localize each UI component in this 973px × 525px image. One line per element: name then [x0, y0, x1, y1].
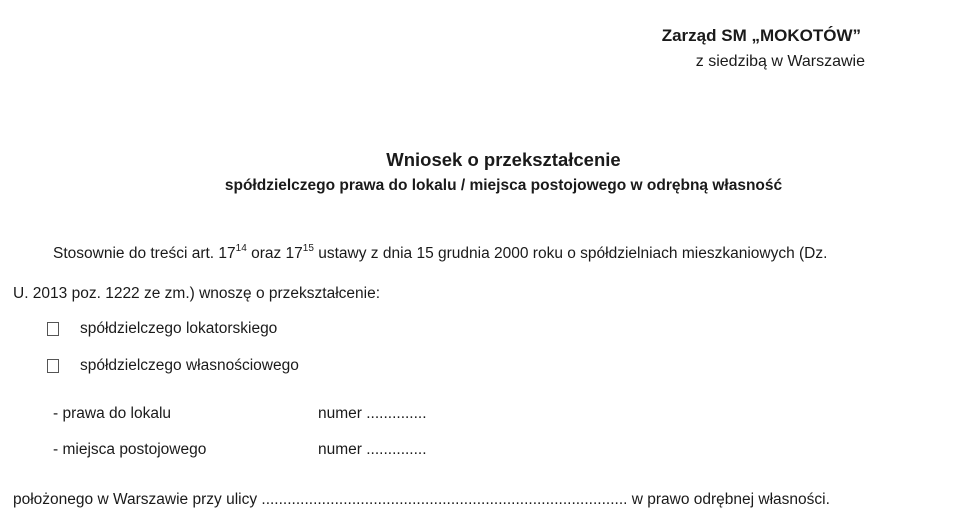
addressee-seat: z siedzibą w Warszawie: [695, 53, 865, 70]
body-paragraph-line-2: U. 2013 poz. 1222 ze zm.) wnoszę o przekształcenie:: [13, 285, 381, 302]
option-lokatorskie[interactable]: [47, 320, 277, 338]
superscript: 14: [235, 243, 247, 254]
superscript: 15: [302, 243, 314, 254]
option-label: spółdzielczego lokatorskiego: [80, 320, 278, 337]
line-label-miejsce: - miejsca postojowego: [53, 441, 207, 458]
checkbox-icon[interactable]: [47, 322, 59, 336]
option-wlasnosciowe[interactable]: [47, 357, 299, 375]
line-number-miejsce[interactable]: numer ..............: [318, 441, 427, 458]
body-paragraph-line-1: [53, 245, 827, 263]
document-subtitle: spółdzielczego prawa do lokalu / miejsca postojowego w odrębną własność: [224, 177, 783, 194]
body-text: Stosownie do treści art. 17: [53, 245, 236, 262]
addressee-name: Zarząd SM „MOKOTÓW”: [661, 26, 861, 45]
option-label: spółdzielczego własnościowego: [80, 357, 299, 374]
line-number-lokal[interactable]: numer ..............: [318, 405, 427, 422]
body-text: ustawy z dnia 15 grudnia 2000 roku o spółdzielniach mieszkaniowych (Dz.: [313, 245, 828, 262]
checkbox-icon[interactable]: [47, 359, 59, 373]
body-text: oraz 17: [246, 245, 303, 262]
final-sentence: położonego w Warszawie przy ulicy ..................................................................................... w prawo odrębnej własności.: [13, 491, 830, 508]
line-label-lokal: - prawa do lokalu: [53, 405, 172, 422]
document-title: Wniosek o przekształcenie: [386, 149, 621, 170]
